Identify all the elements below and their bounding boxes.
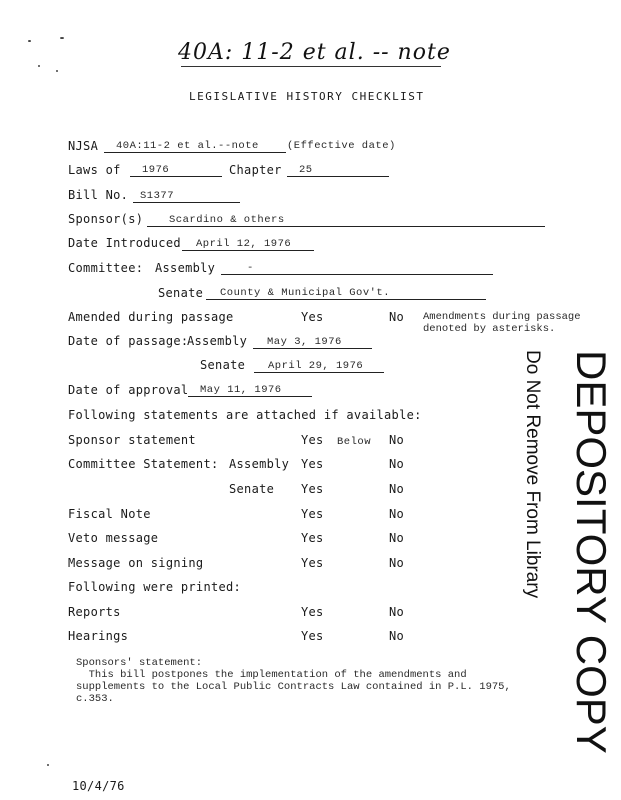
title-underline	[181, 66, 441, 67]
laws-value: 1976	[130, 164, 222, 177]
committee-assembly-label: Assembly	[155, 261, 216, 275]
statement-label: Sponsor statement	[68, 433, 196, 447]
chapter-value: 25	[287, 164, 389, 177]
date-passage-assembly-value: May 3, 1976	[253, 336, 372, 349]
statement-no: No	[389, 556, 405, 570]
committee-senate-value: County & Municipal Gov't.	[206, 287, 486, 300]
following-attached-heading: Following statements are attached if available:	[68, 408, 422, 422]
statement-no: No	[389, 482, 405, 496]
date-approval-label: Date of approval	[68, 383, 189, 397]
printed-label: Hearings	[68, 629, 129, 643]
scan-speck	[38, 65, 40, 67]
statement-no: No	[389, 507, 405, 521]
bill-value: S1377	[133, 190, 240, 203]
statement-yes: Yes	[301, 507, 324, 521]
depository-stamp	[510, 350, 620, 754]
sponsors-statement-note: Sponsors' statement: This bill postpones the implementation of the amendments and supplements to the Local Public Contracts Law contained in P.L. 1975, c.353.	[76, 657, 511, 705]
amended-label: Amended during passage	[68, 310, 234, 324]
njsa-label: NJSA	[68, 139, 99, 153]
printed-no: No	[389, 605, 405, 619]
statement-yes: Yes	[301, 482, 324, 496]
scan-speck	[60, 37, 64, 39]
statement-no: No	[389, 457, 405, 471]
printed-yes: Yes	[301, 605, 324, 619]
bill-label: Bill No.	[68, 188, 129, 202]
scan-speck	[28, 40, 31, 42]
date-introduced-value: April 12, 1976	[182, 238, 314, 251]
date-passage-senate-value: April 29, 1976	[254, 360, 384, 373]
statement-no: No	[389, 531, 405, 545]
njsa-value: 40A:11-2 et al.--note	[104, 140, 286, 153]
statement-label: Message on signing	[68, 556, 204, 570]
page-title: LEGISLATIVE HISTORY CHECKLIST	[189, 90, 425, 103]
date-passage-label: Date of passage:	[68, 334, 189, 348]
committee-senate-label: Senate	[158, 286, 204, 300]
statement-sub: Assembly	[229, 457, 290, 471]
statement-label: Fiscal Note	[68, 507, 151, 521]
sponsor-label: Sponsor(s)	[68, 212, 144, 226]
date-approval-value: May 11, 1976	[188, 384, 312, 397]
statement-yes: Yes	[301, 457, 324, 471]
njsa-suffix: (Effective date)	[287, 140, 396, 152]
stamp-line1: DEPOSITORY COPY	[568, 350, 615, 754]
date-passage-assembly-label: Assembly	[187, 334, 248, 348]
date-introduced-label: Date Introduced	[68, 236, 181, 250]
printed-no: No	[389, 629, 405, 643]
following-printed-heading: Following were printed:	[68, 580, 242, 594]
sponsor-value: Scardino & others	[147, 214, 545, 227]
handwritten-title: 40A: 11-2 et al. -- note	[178, 40, 451, 65]
statement-extra: Below	[337, 436, 372, 448]
statement-no: No	[389, 433, 405, 447]
footer-date: 10/4/76	[72, 779, 125, 793]
committee-assembly-value: -	[221, 262, 493, 275]
amended-no: No	[389, 310, 405, 324]
statement-yes: Yes	[301, 556, 324, 570]
laws-label: Laws of	[68, 163, 121, 177]
chapter-label: Chapter	[229, 163, 282, 177]
statement-yes: Yes	[301, 433, 324, 447]
committee-label: Committee:	[68, 261, 144, 275]
scan-speck	[56, 70, 58, 72]
printed-label: Reports	[68, 605, 121, 619]
statement-yes: Yes	[301, 531, 324, 545]
amended-yes: Yes	[301, 310, 324, 324]
stamp-line2: Do Not Remove From Library	[522, 350, 543, 599]
amendments-note: Amendments during passage denoted by asterisks.	[423, 311, 581, 335]
statement-label: Committee Statement:	[68, 457, 219, 471]
printed-yes: Yes	[301, 629, 324, 643]
date-passage-senate-label: Senate	[200, 358, 246, 372]
statement-label: Veto message	[68, 531, 159, 545]
scan-speck	[47, 764, 49, 766]
statement-sub: Senate	[229, 482, 275, 496]
